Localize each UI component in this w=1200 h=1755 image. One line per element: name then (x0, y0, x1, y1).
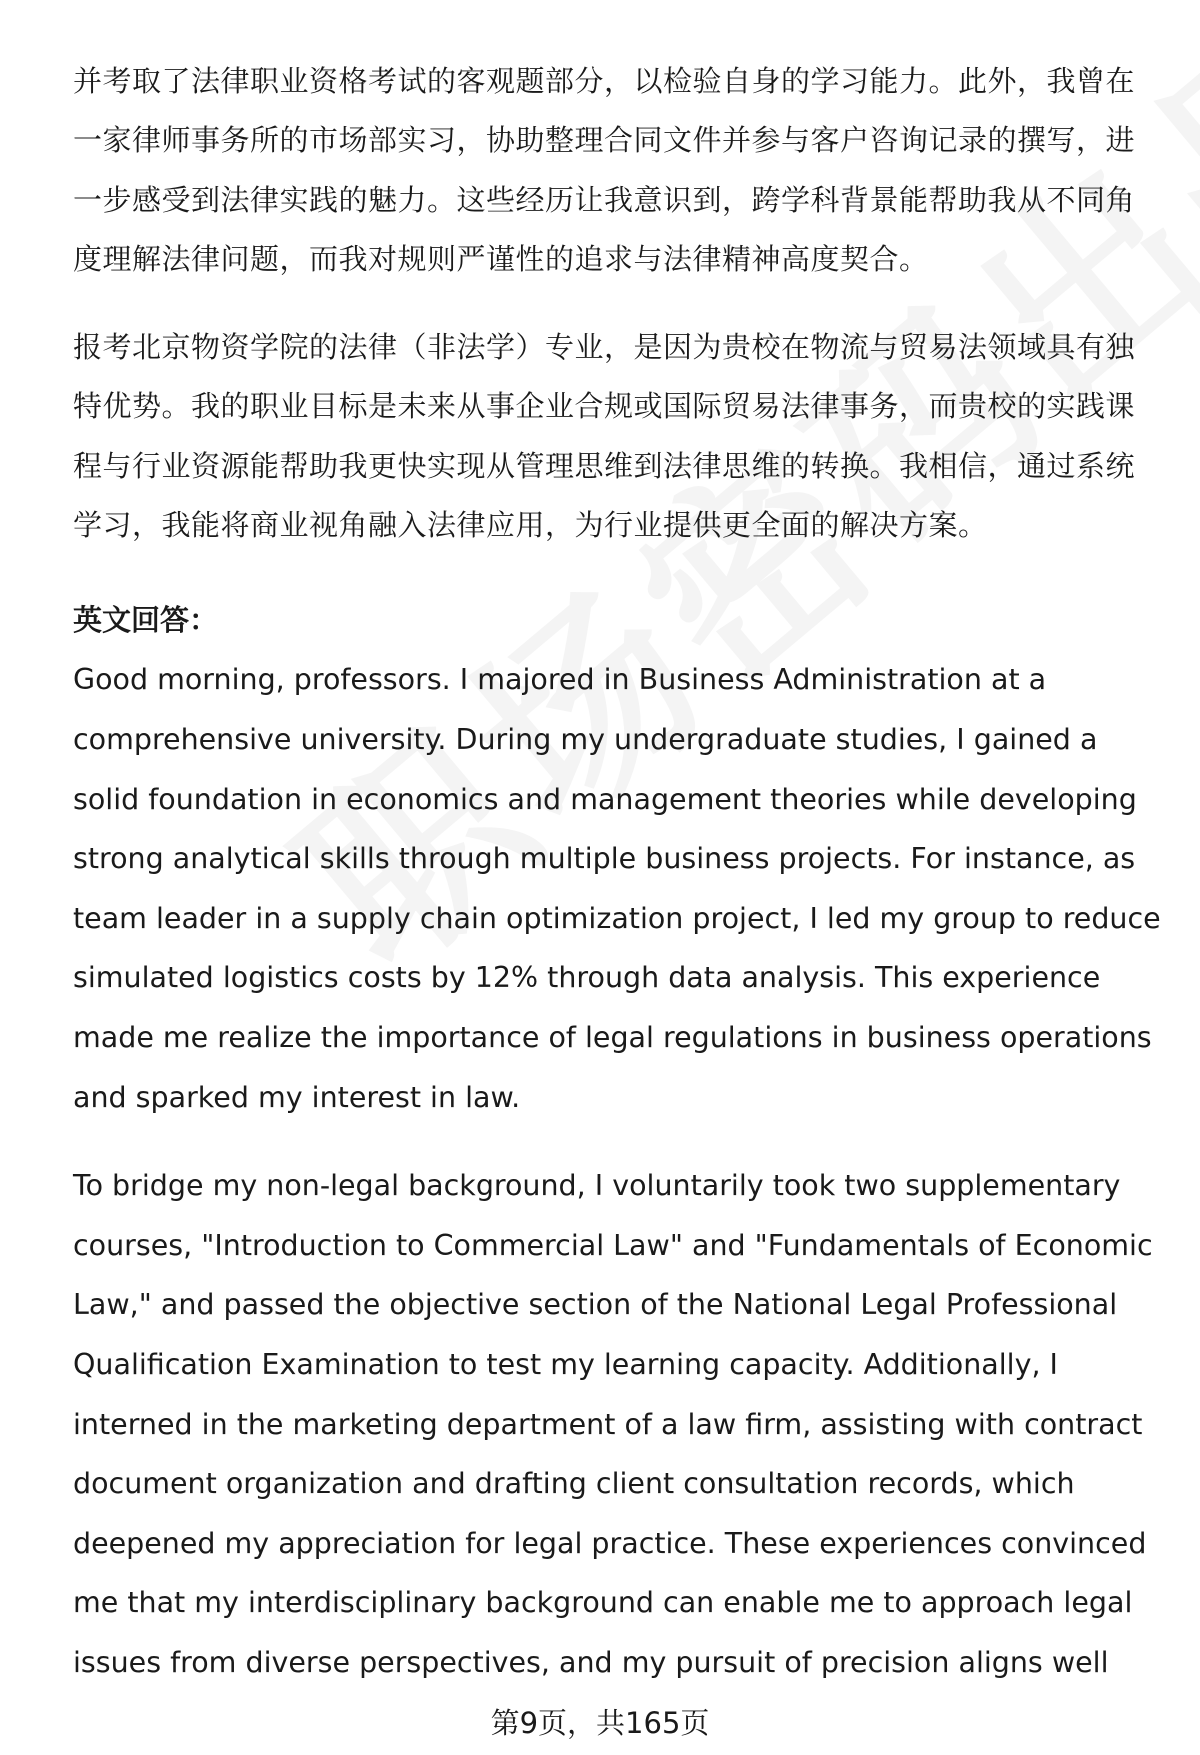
text-line: Law," and passed the objective section of the National Legal Professional (73, 1288, 1118, 1322)
text-line: 程与行业资源能帮助我更快实现从管理思维到法律思维的转换。我相信，通过系统 (73, 448, 1136, 483)
text-line: 报考北京物资学院的法律（非法学）专业，是因为贵校在物流与贸易法领域具有独 (73, 330, 1136, 365)
text-line: deepened my appreciation for legal practice. These experiences convinced (73, 1526, 1147, 1560)
text-line: 学习，我能将商业视角融入法律应用，为行业提供更全面的解决方案。 (73, 508, 988, 543)
chinese-paragraph-2 (73, 318, 1163, 555)
text-line: 并考取了法律职业资格考试的客观题部分，以检验自身的学习能力。此外，我曾在 (73, 64, 1136, 98)
text-line: me that my interdisciplinary background can enable me to approach legal (73, 1586, 1133, 1620)
text-line: 特优势。我的职业目标是未来从事企业合规或国际贸易法律事务，而贵校的实践课 (73, 389, 1136, 424)
text-line: 度理解法律问题，而我对规则严谨性的追求与法律精神高度契合。 (73, 241, 929, 276)
text-line: and sparked my interest in law. (73, 1080, 521, 1114)
text-line: solid foundation in economics and management theories while developing (73, 782, 1137, 816)
english-answer-heading: 英文回答： (73, 603, 219, 638)
text-line: courses, "Introduction to Commercial Law" and "Fundamentals of Economic (73, 1228, 1153, 1262)
text-line: To bridge my non-legal background, I voluntarily took two supplementary (73, 1169, 1121, 1203)
text-line: 一家律师事务所的市场部实习，协助整理合同文件并参与客户咨询记录的撰写，进 (73, 123, 1136, 158)
text-line: Good morning, professors. I majored in Business Administration at a (73, 663, 1047, 697)
document-body (73, 52, 1163, 1692)
text-line: comprehensive university. During my undergraduate studies, I gained a (73, 722, 1098, 756)
english-paragraph-2 (73, 1156, 1163, 1692)
text-line: 一步感受到法律实践的魅力。这些经历让我意识到，跨学科背景能帮助我从不同角 (73, 182, 1136, 217)
text-line: made me realize the importance of legal regulations in business operations (73, 1020, 1152, 1054)
chinese-paragraph-1 (73, 52, 1163, 289)
text-line: simulated logistics costs by 12% through data analysis. This experience (73, 961, 1101, 995)
text-line: document organization and drafting client consultation records, which (73, 1467, 1075, 1501)
page-number-footer: 第9页，共165页 (490, 1706, 710, 1740)
text-line: team leader in a supply chain optimization project, I led my group to reduce (73, 901, 1161, 935)
text-line: interned in the marketing department of a law firm, assisting with contract (73, 1407, 1143, 1441)
text-line: Qualification Examination to test my learning capacity. Additionally, I (73, 1347, 1058, 1381)
english-paragraph-1 (73, 650, 1163, 1127)
text-line: strong analytical skills through multiple business projects. For instance, as (73, 842, 1136, 876)
text-line: issues from diverse perspectives, and my pursuit of precision aligns well (73, 1645, 1109, 1679)
